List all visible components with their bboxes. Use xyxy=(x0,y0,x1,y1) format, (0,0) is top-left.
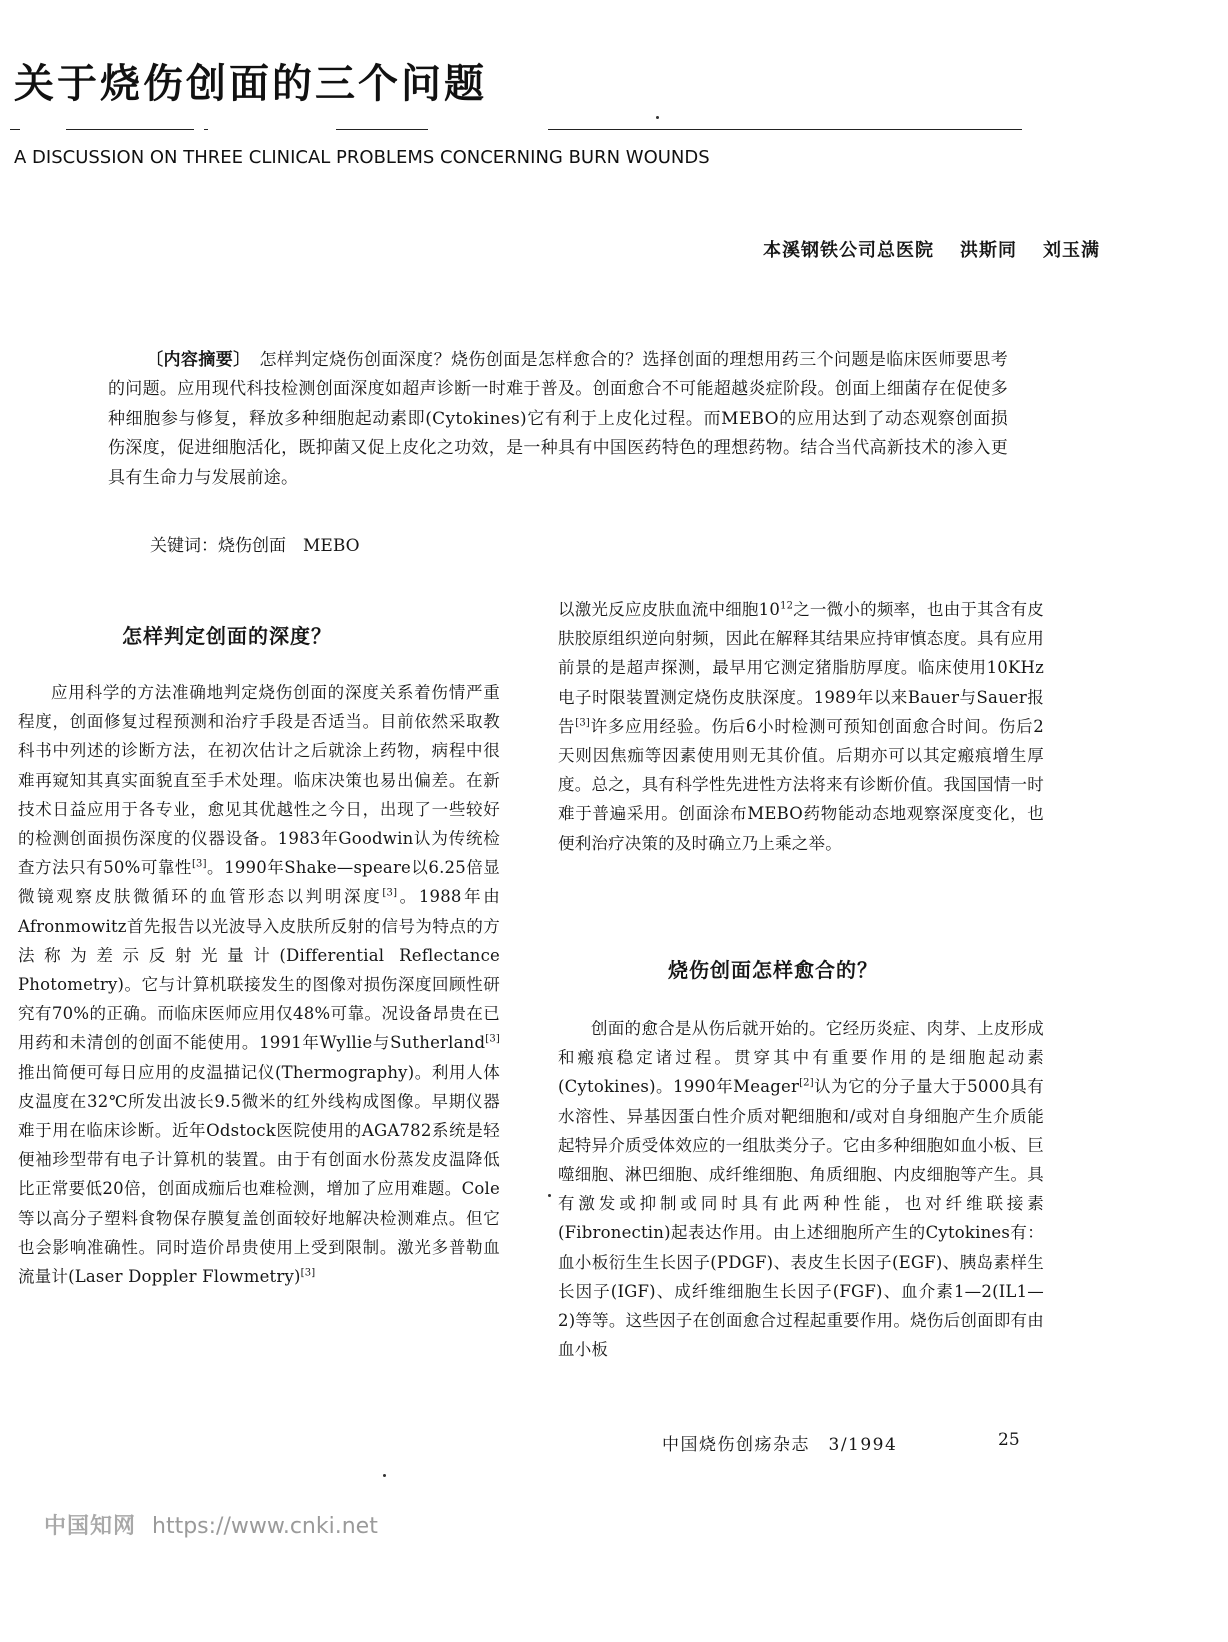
citation: [3] xyxy=(575,717,591,729)
author-line xyxy=(763,236,1100,262)
abstract xyxy=(108,346,1008,493)
right-column-bottom xyxy=(558,1014,1044,1364)
citation: [3] xyxy=(485,1033,500,1045)
abstract-text: 怎样判定烧伤创面深度？烧伤创面是怎样愈合的？选择创面的理想用药三个问题是临床医师要思考的问题。应用现代科技检测创面深度如超声诊断一时难于普及。创面愈合不可能超越炎症阶段。创面上细菌存在促使多种细胞参与修复，释放多种细胞起动素即(Cytokines)它有利于上皮化过程。而MEBO的应用达到了动态观察创面损伤深度，促进细胞活化，既抑菌又促上皮化之功效，是一种具有中国医药特色的理想药物。结合当代高新技术的渗入更具有生命力与发展前途。 xyxy=(108,350,1008,488)
title-rule-segment xyxy=(336,129,428,130)
speck xyxy=(383,1474,386,1477)
exponent: 12 xyxy=(780,600,794,612)
abstract-label: 〔内容摘要〕 xyxy=(146,350,243,370)
title-rule-segment xyxy=(548,129,1022,130)
citation: [3] xyxy=(382,887,398,899)
section-heading: 烧伤创面怎样愈合的？ xyxy=(668,958,878,982)
keywords: 关键词：烧伤创面 MEBO xyxy=(150,536,360,556)
left-column xyxy=(18,678,500,1291)
article-subtitle: A DISCUSSION ON THREE CLINICAL PROBLEMS CONCERNING BURN WOUNDS xyxy=(14,147,710,168)
title-rule-segment xyxy=(10,129,20,130)
author-name: 洪斯同 xyxy=(960,240,1017,261)
right-column-top xyxy=(558,595,1044,858)
cnki-url[interactable]: https://www.cnki.net xyxy=(152,1514,378,1539)
section-heading: 怎样判定创面的深度？ xyxy=(122,624,332,648)
speck xyxy=(656,116,659,119)
affiliation: 本溪钢铁公司总医院 xyxy=(763,240,934,261)
article-title: 关于烧伤创面的三个问题 xyxy=(14,61,487,107)
citation: [3] xyxy=(191,858,207,870)
speck xyxy=(548,1194,551,1197)
body-paragraph: 创面的愈合是从伤后就开始的。它经历炎症、肉芽、上皮形成和瘢痕稳定诸过程。贯穿其中有重要作用的是细胞起动素(Cytokines)。1990年Meager[2]认为它的分子量大于5000具有水溶性、异基因蛋白性介质对靶细胞和/或对自身细胞产生介质能起特异介质受体效应的一组肽类分子。它由多种细胞如血小板、巨噬细胞、淋巴细胞、成纤维细胞、角质细胞、内皮细胞等产生。具有激发或抑制或同时具有此两种性能，也对纤维联接素(Fibronectin)起表达作用。由上述细胞所产生的Cytokines有：血小板衍生生长因子(PDGF)、表皮生长因子(EGF)、胰岛素样生长因子(IGF)、成纤维细胞生长因子(FGF)、血介素1—2(IL1—2)等等。这些因子在创面愈合过程起重要作用。烧伤后创面即有由血小板 xyxy=(558,1019,1044,1360)
author-name: 刘玉满 xyxy=(1043,240,1100,261)
cnki-watermark xyxy=(44,1509,378,1540)
body-paragraph: 应用科学的方法准确地判定烧伤创面的深度关系着伤情严重程度，创面修复过程预测和治疗手段是否适当。目前依然采取教科书中列述的诊断方法，在初次估计之后就涂上药物，病程中很难再窥知其真实面貌直至手术处理。临床决策也易出偏差。在新技术日益应用于各专业，愈见其优越性之今日，出现了一些较好的检测创面损伤深度的仪器设备。1983年Goodwin认为传统检查方法只有50%可靠性[3]。1990年Shake—speare以6.25倍显微镜观察皮肤微循环的血管形态以判明深度[3]。1988年由Afronmowitz首先报告以光波导入皮肤所反射的信号为特点的方法称为差示反射光量计(Differential Reflectance Photometry)。它与计算机联接发生的图像对损伤深度回顾性研究有70%的正确。而临床医师应用仅48%可靠。况设备昂贵在已用药和未清创的创面不能使用。1991年Wyllie与Sutherland[3]推出简便可每日应用的皮温描记仪(Thermography)。利用人体皮温度在32℃所发出波长9.5微米的红外线构成图像。早期仪器难于用在临床诊断。近年Odstock医院使用的AGA782系统是轻便袖珍型带有电子计算机的装置。由于有创面水份蒸发皮温降低比正常要低20倍，创面成痂后也难检测，增加了应用难题。Cole等以高分子塑料食物保存膜复盖创面较好地解决检测难点。但它也会影响准确性。同时造价昂贵使用上受到限制。激光多普勒血流量计(Laser Doppler Flowmetry)[3] xyxy=(18,683,500,1287)
page-number: 25 xyxy=(998,1430,1020,1450)
citation: [3] xyxy=(300,1267,316,1279)
citation: [2] xyxy=(799,1077,814,1089)
body-paragraph: 以激光反应皮肤血流中细胞$10^{12}$之一微小的频率，也由于其含有皮肤胶原组织逆向射频，因此在解释其结果应持审慎态度。具有应用前景的是超声探测，最早用它测定猪脂肪厚度。临床使用10KHz电子时限装置测定烧伤皮肤深度。1989年以来Bauer与Sauer报告[3]许多应用经验。伤后6小时检测可预知创面愈合时间。伤后2天则因焦痂等因素使用则无其价值。后期亦可以其定瘢痕增生厚度。总之，具有科学性先进性方法将来有诊断价值。我国国情一时难于普遍采用。创面涂布MEBO药物能动态地观察深度变化，也便利治疗决策的及时确立乃上乘之举。 xyxy=(558,600,1045,853)
cnki-logo: 中国知网 xyxy=(44,1514,137,1539)
title-rule-segment xyxy=(204,129,208,130)
title-rule-segment xyxy=(66,129,194,130)
footer-journal: 中国烧伤创疡杂志 3/1994 xyxy=(662,1435,898,1455)
